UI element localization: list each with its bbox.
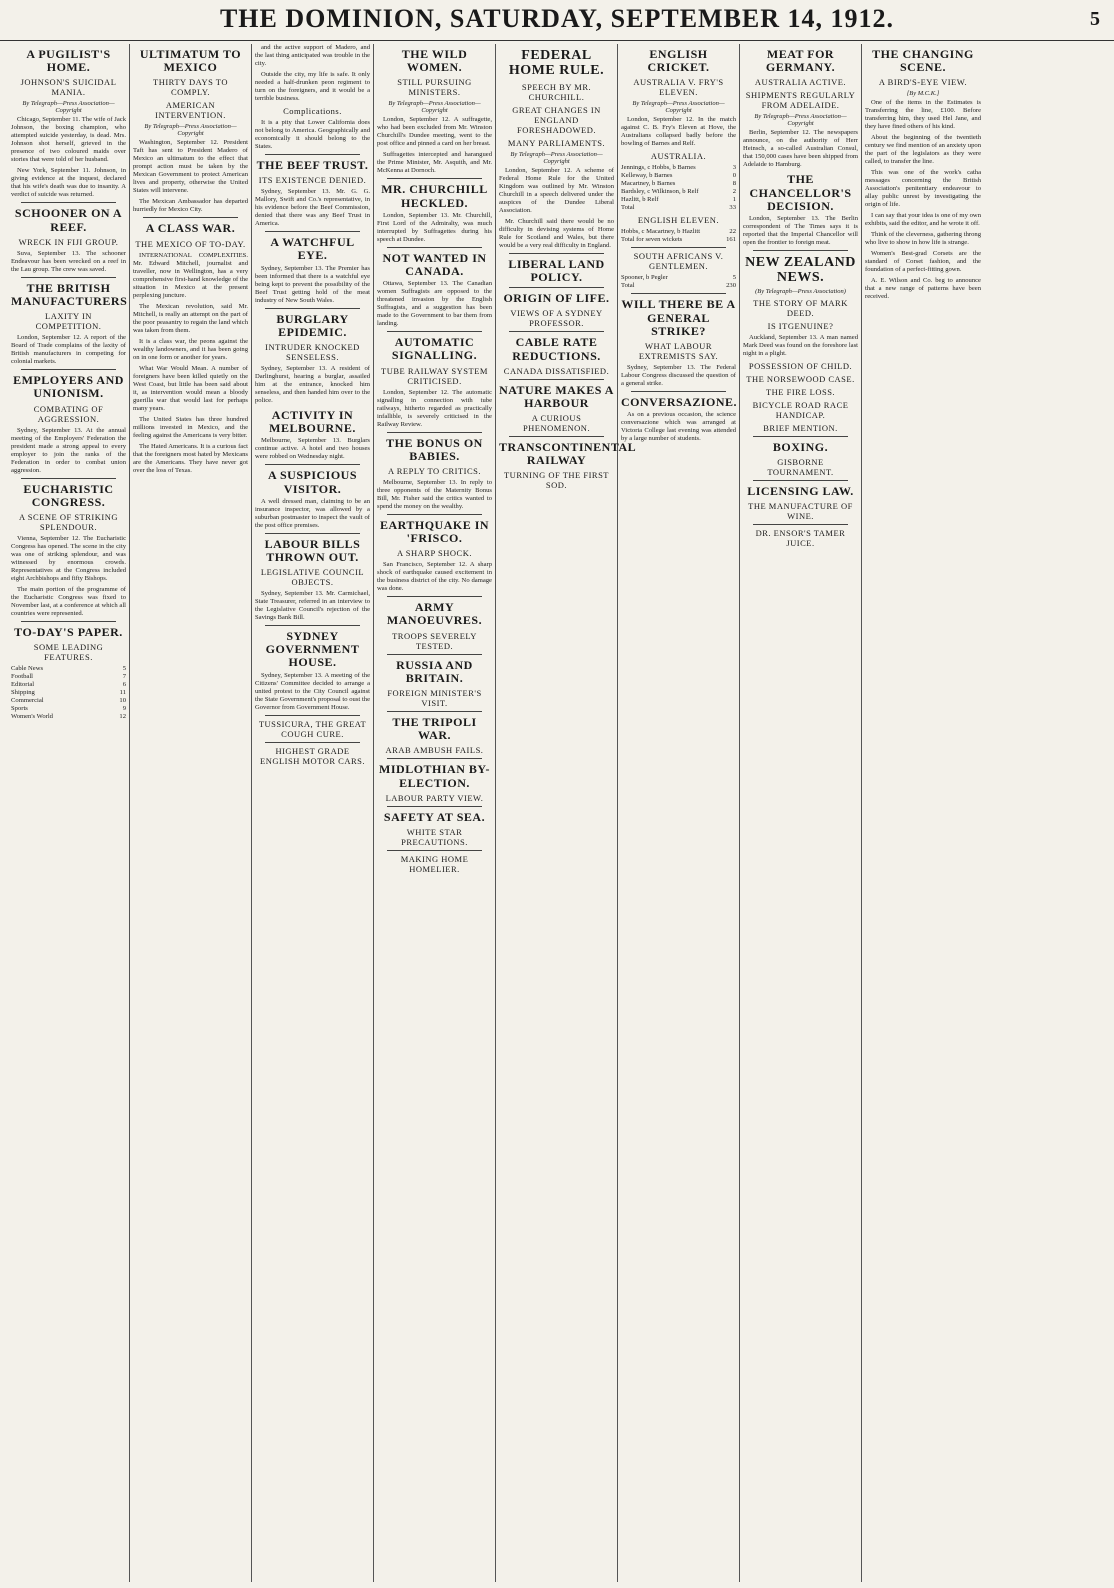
score-list <box>621 164 736 212</box>
score-label: Macartney, b Barnes <box>621 180 676 188</box>
headline: NATURE MAKES A HARBOUR <box>499 382 614 410</box>
headline: ACTIVITY IN MELBOURNE. <box>269 407 356 436</box>
score-row <box>11 713 126 721</box>
article-text: Sydney, September 13. A meeting of the Citizens' Committee decided to arrange a united protest to the City Council against the State Government's proposal to oust the Governor from Government House. <box>255 671 370 711</box>
headline: LIBERAL LAND POLICY. <box>508 256 605 284</box>
article-text: A. E. Wilson and Co. beg to announce that a new range of patterns have been received. <box>865 277 981 301</box>
subheadline: LABOUR PARTY VIEW. <box>385 792 484 803</box>
masthead-title: THE DOMINION, SATURDAY, SEPTEMBER 14, 1912. <box>219 4 895 33</box>
article-text: It is a class war, the peons against the wealthy landowners, and it has been going on in one form or another for years. <box>133 337 248 361</box>
article-text: The Mexican Ambassador has departed hurriedly for Mexico City. <box>133 198 248 214</box>
article-text: Outside the city, my life is safe. It only needed a half-drunken peon regiment to turn on the foreigners, and it would be a terrible business. <box>255 71 370 102</box>
subheadline: WRECK IN FIJI GROUP. <box>18 236 119 247</box>
article-text: The Hated Americans. It is a curious fact that the foreigners most hated by Mexicans are the Americans. They have never got over the loss of Texas. <box>133 442 248 474</box>
headline: FEDERAL HOME RULE. <box>508 48 605 79</box>
score-label: Commercial <box>11 697 44 705</box>
article-text: Berlin, September 12. The newspapers announce, on the authority of Herr Heinsch, a so-called Australian Consul, that 150,000 cases have been shipped from Adelaide to Hamburg. <box>743 129 858 169</box>
score-value: 5 <box>732 274 736 282</box>
score-value: 2 <box>732 188 736 196</box>
article-text: The United States has three hundred millions invested in Mexico, and the feeling against the Americans is very bitter. <box>133 415 248 439</box>
subheadline: CANADA DISSATISFIED. <box>503 365 610 376</box>
subheadline: BRIEF MENTION. <box>763 422 838 433</box>
headline: SYDNEY GOVERNMENT HOUSE. <box>265 629 360 670</box>
subheadline: AUSTRALIA V. FRY'S ELEVEN. <box>633 77 724 98</box>
subheadline: JOHNSON'S SUICIDAL MANIA. <box>20 77 117 98</box>
headline: THE TRIPOLI WAR. <box>392 715 477 743</box>
column-rule <box>387 178 482 179</box>
subheadline: THE NORSEWOOD CASE. <box>746 373 855 384</box>
article-columns <box>8 44 1108 1582</box>
headline: MIDLOTHIAN BY-ELECTION. <box>379 762 490 790</box>
headline: RUSSIA AND BRITAIN. <box>396 657 473 685</box>
column-rule <box>509 253 604 254</box>
subheadline: IS ITGENUINE? <box>767 320 834 331</box>
subheadline: THE MANUFACTURE OF WINE. <box>748 501 853 522</box>
headline: NOT WANTED IN CANADA. <box>382 250 487 278</box>
score-row <box>11 665 126 673</box>
score-row <box>621 196 736 204</box>
column-rule <box>265 533 360 534</box>
subheadline: DR. ENSOR'S TAMER JUICE. <box>755 528 846 549</box>
column-rule <box>753 524 848 525</box>
subheadline: STILL PURSUING MINISTERS. <box>397 77 472 98</box>
column-6 <box>618 44 740 1582</box>
article-text: Chicago, September 11. The wife of Jack Johnson, the boxing champion, who attempted suicide yesterday, is dead. Mrs. Johnson shot herself, grieved in the presence of two coloured maids over stories that were told of her husband. <box>11 116 126 164</box>
article-text: This was one of the work's catha messages concerning the British Association's penitentiary endeavour to allay public unrest by investigating the origin of life. <box>865 169 981 209</box>
score-row <box>11 697 126 705</box>
score-row <box>621 236 736 244</box>
dateline: By Telegraph—Press Association—Copyright <box>510 150 603 165</box>
score-label: Hobbs, c Macartney, b Hazlitt <box>621 228 701 236</box>
score-label: Total <box>621 282 635 290</box>
column-rule <box>265 231 360 232</box>
subheadline: GISBORNE TOURNAMENT. <box>767 456 834 477</box>
column-1 <box>8 44 130 1582</box>
subheadline: HIGHEST GRADE ENGLISH MOTOR CARS. <box>260 745 365 766</box>
article-text: London, September 12. A scheme of Federal Home Rule for the United Kingdom was outlined by Mr. Winston Churchill in a speech delivered under the auspices of the Dundee Liberal Association. <box>499 166 614 214</box>
article-text: Washington, September 12. President Taft has sent to President Madero of Mexico an ultimatum to the effect that prompt action must be taken by the Mexican Government to protect American lives and property, otherwise the United States will intervene. <box>133 139 248 195</box>
score-label: Women's World <box>11 713 53 721</box>
score-label: Total for seven wickets <box>621 236 683 244</box>
column-rule <box>265 308 360 309</box>
subheadline: POSSESSION OF CHILD. <box>748 360 853 371</box>
score-value: 9 <box>122 705 126 713</box>
subheadline: TROOPS SEVERELY TESTED. <box>392 630 477 651</box>
score-value: 161 <box>726 236 736 244</box>
score-value: 6 <box>122 681 126 689</box>
subheadline: TUSSICURA, THE GREAT COUGH CURE. <box>258 718 367 739</box>
subheadline: MANY PARLIAMENTS. <box>507 137 606 148</box>
article-text: As on a previous occasion, the science conversazione which was arranged at Victoria College last evening was attended by a large number of students. <box>621 411 736 443</box>
score-list <box>621 274 736 290</box>
subheadline: THE MEXICO OF TO-DAY. <box>135 238 246 249</box>
column-rule <box>631 391 726 392</box>
column-rule <box>21 369 116 370</box>
article-text: Think of the cleverness, gathering throng who live to show in how life is strange. <box>865 231 981 247</box>
article-text: The main portion of the programme of the Eucharistic Congress was fixed to November last, at a conference at which all countries were represented. <box>11 585 126 617</box>
column-rule <box>631 293 726 294</box>
score-label: Kelleway, b Barnes <box>621 172 673 180</box>
column-rule <box>753 250 848 251</box>
score-value: 1 <box>732 196 736 204</box>
score-row <box>621 180 736 188</box>
score-row <box>621 274 736 282</box>
column-rule <box>21 277 116 278</box>
score-list <box>621 228 736 244</box>
article-text: Women's Best-grad Corsets are the standard of Corset fashion, and the foundation of a perfect-fitting gown. <box>865 250 981 274</box>
headline: MEAT FOR GERMANY. <box>765 47 836 75</box>
subheadline: A BIRD'S-EYE VIEW. <box>878 77 968 88</box>
subheadline: THE FIRE LOSS. <box>765 386 836 397</box>
column-rule <box>265 625 360 626</box>
headline: WILL THERE BE A GENERAL STRIKE? <box>621 297 736 338</box>
headline: NEW ZEALAND NEWS. <box>745 254 856 286</box>
column-rule <box>21 621 116 622</box>
column-3 <box>252 44 374 1582</box>
article-text: Ottawa, September 13. The Canadian women Suffragists are opposed to the threatened invasion by the English Suffragists, and a suggestion has been made to the Government to bar them from landing. <box>377 280 492 328</box>
headline: TRANSCONTINENTAL RAILWAY <box>499 440 637 468</box>
article-text: One of the items in the Estimates is Transferring the line, £100. Before transferring him, they used Hel Jane, and they have fined others of his kind. <box>865 99 981 131</box>
score-label: Editorial <box>11 681 35 689</box>
column-rule <box>21 202 116 203</box>
article-text: Sydney, September 13. Mr. Carmichael, State Treasurer, referred in an interview to the Legislative Council's rejection of the Savings Bank Bill. <box>255 590 370 622</box>
column-8 <box>862 44 984 1582</box>
headline: TO-DAY'S PAPER. <box>14 624 123 639</box>
score-value: 5 <box>122 665 126 673</box>
dateline: (By Telegraph—Press Association) <box>755 287 846 295</box>
article-text: Melbourne, September 13. In reply to three opponents of the Maternity Bonus Bill, Mr. Fisher said the critics wanted to spend the money on the wealthy. <box>377 478 492 510</box>
subheadline: THIRTY DAYS TO COMPLY. <box>153 77 228 98</box>
headline: A PUGILIST'S HOME. <box>26 47 111 75</box>
subheadline: ITS EXISTENCE DENIED. <box>258 175 367 186</box>
score-label: Total <box>621 204 635 212</box>
headline: ULTIMATUM TO MEXICO <box>139 47 242 75</box>
score-row <box>11 673 126 681</box>
subheadline: TUBE RAILWAY SYSTEM CRITICISED. <box>381 365 488 386</box>
subheadline: A REPLY TO CRITICS. <box>387 465 482 476</box>
headline: THE BEEF TRUST. <box>256 158 369 172</box>
score-value: 0 <box>732 172 736 180</box>
subheadline: THE STORY OF MARK DEED. <box>753 297 848 318</box>
subheadline: FOREIGN MINISTER'S VISIT. <box>387 688 482 708</box>
column-rule <box>265 154 360 155</box>
column-rule <box>631 247 726 248</box>
column-rule <box>387 806 482 807</box>
subheadline: ENGLISH ELEVEN. <box>637 215 720 226</box>
score-label: Cable News <box>11 665 44 673</box>
dateline: By Telegraph—Press Association—Copyright <box>632 100 725 115</box>
article-text: London, September 12. In the match against C. B. Fry's Eleven at Hove, the Australians collapsed badly before the bowling of Barnes and Relf. <box>621 116 736 148</box>
score-row <box>11 681 126 689</box>
article-text: and the active support of Madero, and the last thing anticipated was trouble in the city. <box>255 44 370 67</box>
masthead <box>0 0 1114 41</box>
article-text: San Francisco, September 12. A sharp shock of earthquake caused excitement in the business district of the city. No damage was done. <box>377 561 492 593</box>
headline: A CLASS WAR. <box>145 221 236 236</box>
headline: THE CHANGING SCENE. <box>872 47 974 75</box>
headline: A WATCHFUL EYE. <box>270 235 355 263</box>
column-rule <box>387 247 482 248</box>
score-row <box>621 282 736 290</box>
subheadline: A SCENE OF STRIKING SPLENDOUR. <box>19 511 118 532</box>
column-rule <box>753 436 848 437</box>
headline: BURGLARY EPIDEMIC. <box>276 311 349 339</box>
column-rule <box>387 331 482 332</box>
article-text: A well dressed man, claiming to be an insurance inspector, was allowed by a suburban postmaster to inspect the vault of the post office premises. <box>255 497 370 529</box>
article-text: Mr. Churchill said there would be no difficulty in devising systems of Home Rule for Scotland and Wales, but there would be a very real difficulty in England. <box>499 217 614 249</box>
article-text: The Mexican revolution, said Mr. Mitchell, is really an attempt on the part of the poor peasantry to regain the land which was taken from them. <box>133 302 248 334</box>
score-value: 230 <box>726 282 736 290</box>
score-list <box>11 665 126 721</box>
headline: MR. CHURCHILL HECKLED. <box>381 182 488 210</box>
score-value: 11 <box>119 689 126 697</box>
subheadline: A CURIOUS PHENOMENON. <box>522 413 591 434</box>
article-text: Sydney, September 13. A resident of Darlinghurst, hearing a burglar, assailed him at the entrance, knocked him senseless, and then handed him over to the police. <box>255 364 370 404</box>
headline: BOXING. <box>772 439 829 454</box>
score-value: 22 <box>729 228 736 236</box>
article-text: London, September 12. A suffragette, who had been excluded from Mr. Winston Churchill's Dundee meeting, went to the post office and pinned a card on her breast. <box>377 116 492 148</box>
article-text: Sydney, September 13. Mr. G. G. Mallory, Swift and Co.'s representative, in his evidence before the Beef Commission, denied that there was any Beef Trust in America. <box>255 188 370 228</box>
subheadline: ARAB AMBUSH FAILS. <box>385 745 484 756</box>
subheadline: LEGISLATIVE COUNCIL OBJECTS. <box>260 567 365 588</box>
article-text: Suva, September 13. The schooner Endeavour has been wrecked on a reef in the Lau group. The crew was saved. <box>11 249 126 273</box>
subheadline: WHITE STAR PRECAUTIONS. <box>401 826 468 847</box>
headline: LICENSING LAW. <box>747 483 854 498</box>
page-number: 5 <box>1090 8 1100 30</box>
subheadline: WHAT LABOUR EXTREMISTS SAY. <box>638 340 719 361</box>
dateline: By Telegraph—Press Association—Copyright <box>754 113 847 128</box>
article-text: Sydney, September 13. The Federal Labour Congress discussed the question of a general strike. <box>621 363 736 387</box>
score-value: 33 <box>729 204 736 212</box>
score-label: Sports <box>11 705 28 713</box>
headline: ARMY MANOEUVRES. <box>386 600 483 628</box>
subheadline: SHIPMENTS REGULARLY FROM ADELAIDE. <box>745 90 856 111</box>
column-rule <box>509 379 604 380</box>
headline: SCHOONER ON A REEF. <box>14 206 123 234</box>
article-text: Sydney, September 13. The Premier has been informed that there is a watchful eye being kept to prevent the possibility of the Beef Trust getting hold of the meat industry of New South Wales. <box>255 264 370 304</box>
score-row <box>621 204 736 212</box>
subheadline: SOME LEADING FEATURES. <box>33 642 104 663</box>
dateline: By Telegraph—Press Association—Copyright <box>388 100 481 115</box>
column-rule <box>509 331 604 332</box>
score-label: Bardsley, c Wilkinson, b Relf <box>621 188 699 196</box>
column-rule <box>387 654 482 655</box>
column-rule <box>265 715 360 716</box>
column-2 <box>130 44 252 1582</box>
article-text: About the beginning of the twentieth century we find mention of an anxiety upon the part of the legislators as they were called, to transfer the line. <box>865 134 981 166</box>
article-text: Suffragettes intercepted and harangued the Prime Minister, Mr. Asquith, and Mr. McKenna at Dornoch. <box>377 151 492 175</box>
headline: THE BONUS ON BABIES. <box>386 435 483 463</box>
score-label: Jennings, c Hobbs, b Barnes <box>621 164 696 172</box>
headline: THE BRITISH MANUFACTURERS <box>11 280 128 308</box>
score-value: 3 <box>732 164 736 172</box>
article-text: What War Would Mean. A number of foreigners have been killed quietly on the West Coast, but little has been said about it, as intervention would mean a bloody guerilla war that would last for perhaps many years. <box>133 364 248 412</box>
column-rule <box>143 217 238 218</box>
headline: ORIGIN OF LIFE. <box>503 291 610 306</box>
subheadline: VIEWS OF A SYDNEY PROFESSOR. <box>510 308 603 329</box>
column-rule <box>387 596 482 597</box>
subheadline: Complications. <box>283 106 342 116</box>
subheadline: COMBATING OF AGGRESSION. <box>33 403 104 424</box>
subheadline: MAKING HOME HOMELIER. <box>400 853 469 874</box>
dateline: By Telegraph—Press Association—Copyright <box>22 100 115 115</box>
score-row <box>621 188 736 196</box>
score-label: Football <box>11 673 33 681</box>
score-row <box>621 164 736 172</box>
article-text: It is a pity that Lower California does not belong to America. Geographically and economically it should belong to the States. <box>255 119 370 150</box>
article-text: Vienna, September 12. The Eucharistic Congress has opened. The scene in the city was one of striking splendour, and was witnessed by enormous crowds. Representatives at the Congress included eight Archbishops and fifty Bishops. <box>11 534 126 582</box>
subheadline: LAXITY IN COMPETITION. <box>35 311 102 332</box>
score-row <box>11 705 126 713</box>
score-value: 12 <box>119 713 126 721</box>
score-row <box>621 172 736 180</box>
headline: AUTOMATIC SIGNALLING. <box>391 335 478 363</box>
column-rule <box>387 514 482 515</box>
score-value: 8 <box>732 180 736 188</box>
dateline: [By M.C.K.] <box>906 90 940 98</box>
headline: LABOUR BILLS THROWN OUT. <box>264 536 361 564</box>
column-4 <box>374 44 496 1582</box>
article-text: Sydney, September 13. At the annual meeting of the Employers' Federation the president made a strong appeal to every employer to join the ranks of the Federation in order to combat union aggression. <box>11 426 126 474</box>
article-text: I can say that your idea is one of my own exhibits, said the editor, and he wrote it off. <box>865 212 981 228</box>
score-value: 10 <box>119 697 126 705</box>
article-text: London, September 13. The Berlin correspondent of The Times says it is reported that the Imperial Chancellor will open the frontier to foreign meat. <box>743 214 858 246</box>
column-rule <box>387 711 482 712</box>
headline: CABLE RATE REDUCTIONS. <box>512 335 601 363</box>
article-text: London, September 13. Mr. Churchill, First Lord of the Admiralty, was much interrupted by Suffragettes during his speech at Dundee. <box>377 211 492 243</box>
subheadline: TURNING OF THE FIRST SOD. <box>503 470 609 491</box>
subheadline: A SHARP SHOCK. <box>397 548 472 559</box>
headline: ENGLISH CRICKET. <box>647 47 710 75</box>
headline: EARTHQUAKE IN 'FRISCO. <box>379 517 490 546</box>
column-rule <box>21 478 116 479</box>
column-rule <box>387 850 482 851</box>
score-label: Shipping <box>11 689 35 697</box>
article-text: London, September 12. A report of the Board of Trade complains of the laxity of British manufacturers in competing for colonial markets. <box>11 334 126 366</box>
score-label: Hazlitt, b Relf <box>621 196 659 204</box>
headline: CONVERSAZIONE. <box>621 394 738 409</box>
score-row <box>11 689 126 697</box>
column-rule <box>265 742 360 743</box>
subheadline: GREAT CHANGES IN ENGLAND FORESHADOWED. <box>512 104 601 135</box>
headline: EUCHARISTIC CONGRESS. <box>23 481 114 509</box>
score-row <box>621 228 736 236</box>
article-text: INTERNATIONAL COMPLEXITIES. Mr. Edward Mitchell, journalist and traveller, now in Wellington, has a very comprehensive first-hand knowledge of the situation in Mexico at the present perplexing juncture. <box>133 251 248 299</box>
article-text: Melbourne, September 13. Burglars continue active. A hotel and two houses were robbed on Wednesday night. <box>255 437 370 461</box>
subheadline: SPEECH BY MR. CHURCHILL. <box>521 81 592 102</box>
subheadline: AUSTRALIA. <box>650 151 707 162</box>
headline: EMPLOYERS AND UNIONISM. <box>13 373 124 401</box>
subheadline: INTRUDER KNOCKED SENSELESS. <box>265 341 360 362</box>
column-rule <box>509 287 604 288</box>
score-label: Spooner, b Pegler <box>621 274 668 282</box>
article-text: Auckland, September 13. A man named Mark Deed was found on the foreshore last night in a plight. <box>743 333 858 357</box>
subheadline: SOUTH AFRICANS V. GENTLEMEN. <box>633 251 724 272</box>
score-value: 7 <box>122 673 126 681</box>
column-rule <box>265 464 360 465</box>
subheadline: AMERICAN INTERVENTION. <box>155 100 226 121</box>
column-7 <box>740 44 862 1582</box>
headline: THE CHANCELLOR'S DECISION. <box>749 172 852 213</box>
dateline: By Telegraph—Press Association—Copyright <box>144 123 237 138</box>
headline: A SUSPICIOUS VISITOR. <box>267 468 358 496</box>
headline: THE WILD WOMEN. <box>401 47 468 75</box>
subheadline: AUSTRALIA ACTIVE. <box>754 77 847 88</box>
column-rule <box>753 480 848 481</box>
article-text: New York, September 11. Johnson, in giving evidence at the inquest, declared that his wife's death was due to insanity. A verdict of suicide was returned. <box>11 167 126 199</box>
column-rule <box>387 758 482 759</box>
column-rule <box>509 436 604 437</box>
column-rule <box>387 432 482 433</box>
article-text: London, September 12. The automatic signalling in connection with tube railways, hitherto regarded as practically infallible, is severely criticised in the Railway Review. <box>377 388 492 428</box>
headline: SAFETY AT SEA. <box>383 809 486 824</box>
subheadline: BICYCLE ROAD RACE HANDICAP. <box>752 399 849 420</box>
